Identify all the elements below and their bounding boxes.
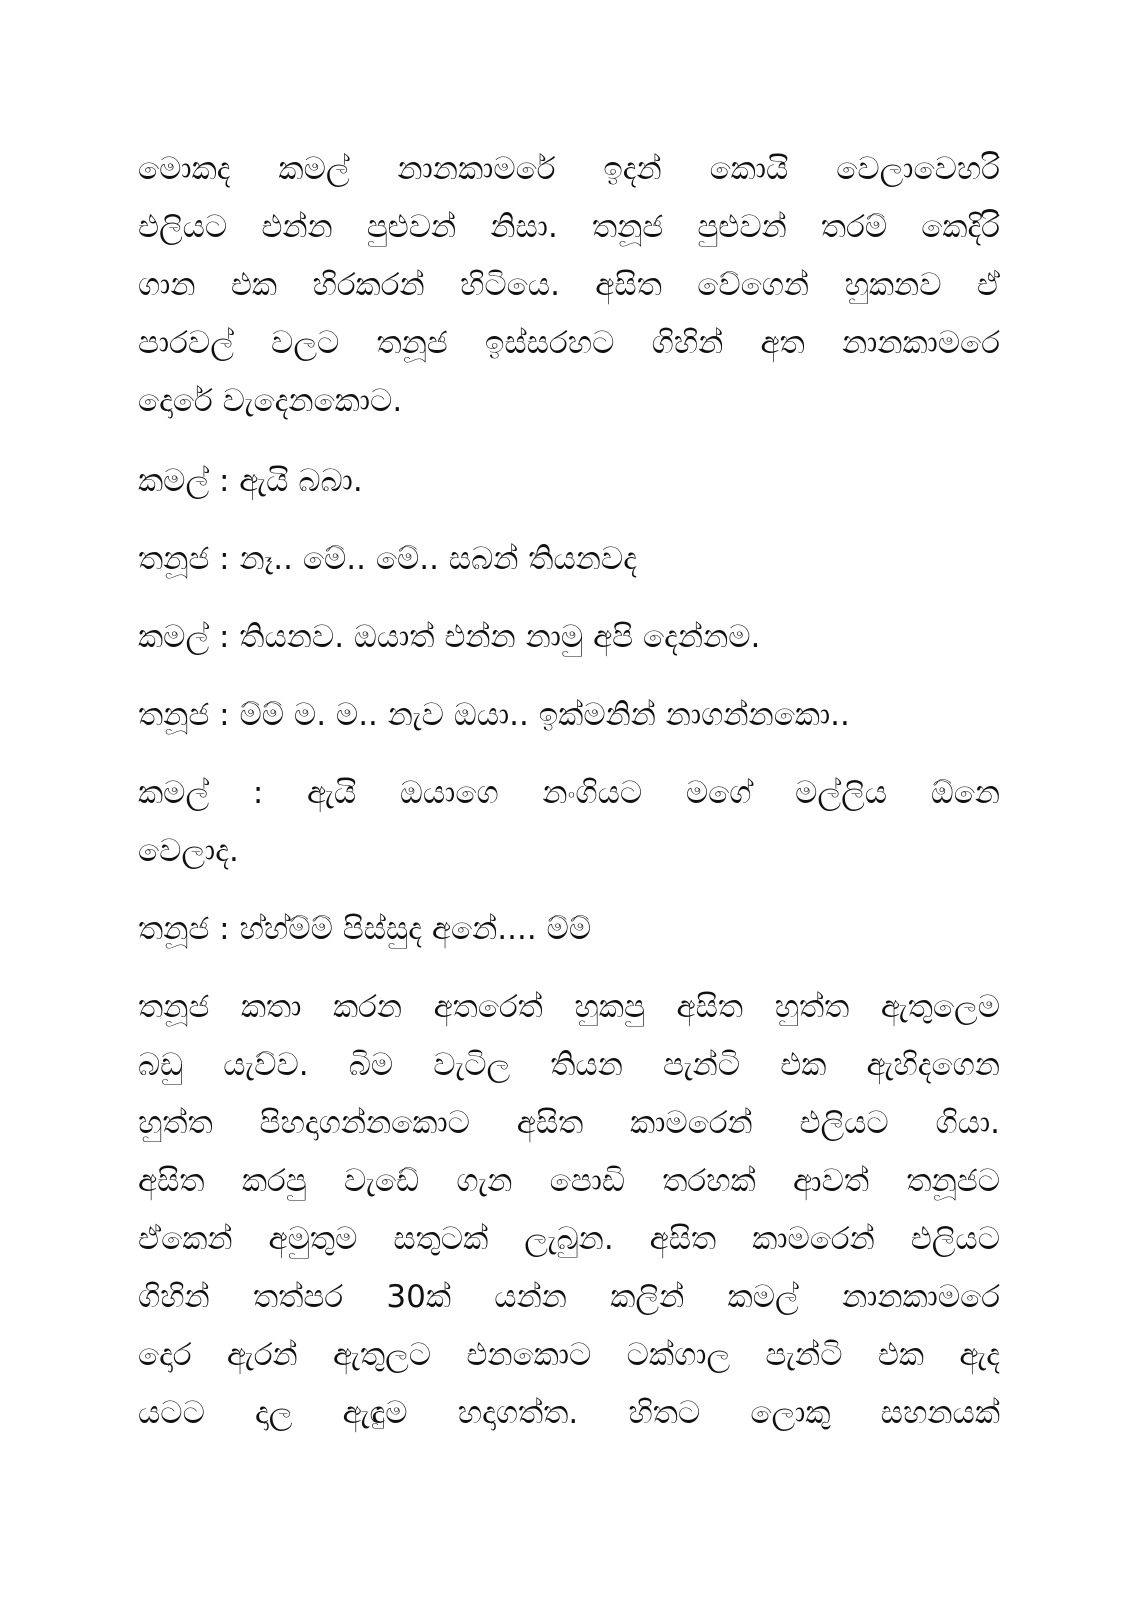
text-line: යටට දාල ඇඳුම හදාගත්ත. හිතට ලොකු සහනයක්	[138, 1395, 1000, 1431]
opening-paragraph	[138, 140, 1000, 430]
dialogue-line: කමල් : ඇයි බබා.	[138, 463, 363, 499]
text-line: ගාන එක හිරකරන් හිටියෙ. අසිත වේගෙන් හුකනව ඒ	[138, 267, 1000, 303]
text-line: දොරේ වැදෙනකොට.	[138, 383, 403, 419]
closing-paragraph	[138, 978, 1000, 1442]
text-line: තනූජ කතා කරන අතරෙත් හුකපු අසිත හුත්ත ඇතුලෙම	[138, 989, 1000, 1025]
dialogue-line: තනූජ : ම්ම් ම. ම.. නැව ඔයා.. ඉක්මනින් නාගන්නකො..	[138, 697, 850, 733]
text-line: මොකද කමල් නානකාමරේ ඉදන් කොයි වෙලාවෙහරි	[138, 151, 1000, 187]
text-line: එලියට එන්න පුළුවන් නිසා. තනූජ පුළුවන් තරම් කෙදිරි	[138, 209, 1000, 245]
text-line: පාරවල් වලට තනූජ ඉස්සරහට ගිහින් අත නානකාමරෙ	[138, 325, 1000, 361]
dialogue-line-continued: වෙලාද.	[138, 833, 239, 869]
text-line: ඒකෙන් අමුතුම සතුටක් ලැබුන. අසිත කාමරෙන් එලියට	[138, 1221, 1000, 1257]
text-line: බඩු යැව්ව. බිම වැටිල තියන පැන්ටි එක ඇහිදගෙන	[138, 1047, 1000, 1083]
text-line: දොර ඇරන් ඇතුලට එනකොට ටක්ගාල පැන්ටි එක ඇද	[138, 1337, 1000, 1373]
document-page	[138, 140, 1000, 1442]
dialogue-line: කමල් : තියනව. ඔයාත් එන්න නාමු අපි දෙන්නම.	[138, 619, 761, 655]
dialogue-line: තනූජ : හ්හ්ම්ම් පිස්සුද අනේ.... ම්ම්	[138, 911, 592, 947]
text-line: අසිත කරපු වැඩේ ගැන පොඩි තරහක් ආවත් තනූජට	[138, 1163, 1000, 1199]
dialogue-line: තනූජ : නෑ.. මේ.. මේ.. සබන් තියනවද	[138, 541, 637, 577]
dialogue-line: කමල් : ඇයි ඔයාගෙ නංගියට මගේ මල්ලිය ඕනෙ	[138, 775, 1000, 811]
dialogue-block	[138, 452, 1000, 978]
text-line: හුත්ත පිහදාගන්නකොට අසිත කාමරෙන් එලියට ගියා.	[138, 1105, 1000, 1141]
text-line: ගිහින් තත්පර 30ක් යන්න කලින් කමල් නානකාමරෙ	[138, 1279, 1000, 1315]
